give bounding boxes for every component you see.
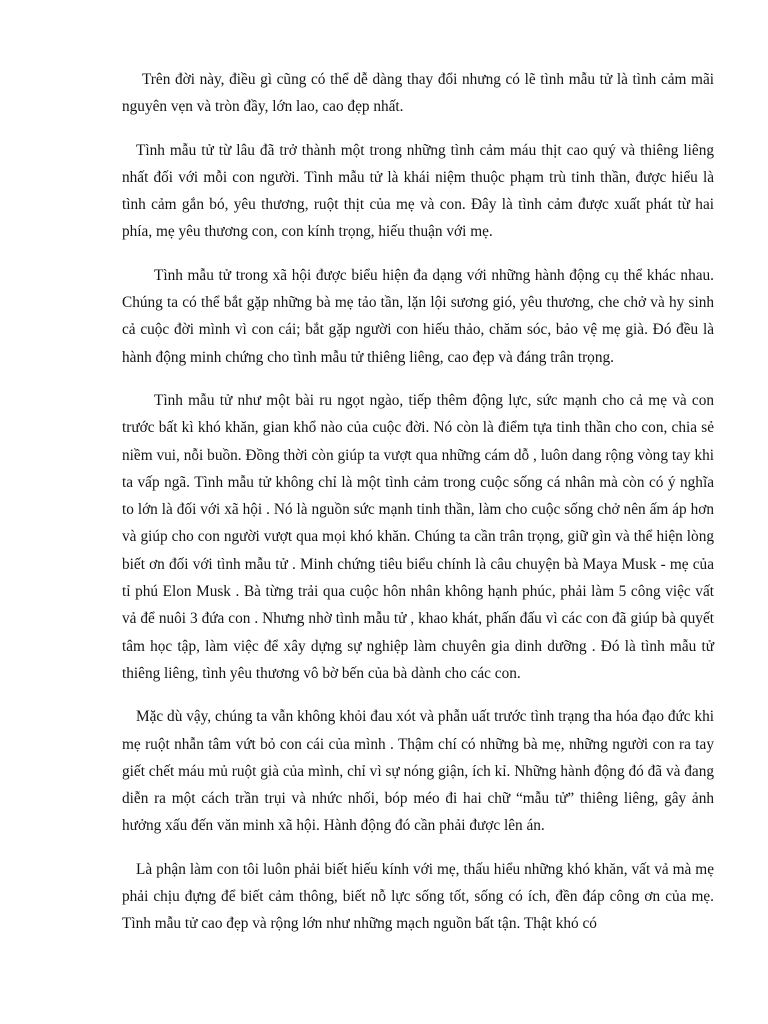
paragraph-counterargument: Mặc dù vậy, chúng ta vẫn không khỏi đau xót và phẫn uất trước tình trạng tha hóa đạo đức khi mẹ ruột nhẫn tâm vứt bỏ con cái của mình . Thậm chí có những bà mẹ, những người con ra tay giết chết máu mủ ruột già của mình, chỉ vì sự nóng giận, ích kỉ. Những hành động đó đã và đang diễn ra một cách trần trụi và nhức nhối, bóp méo đi hai chữ “mẫu tử” thiêng liêng, gây ảnh hưởng xấu đến văn minh xã hội. Hành động đó cần phải được lên án.	[122, 708, 714, 835]
paragraph-meaning: Tình mẫu tử như một bài ru ngọt ngào, tiếp thêm động lực, sức mạnh cho cả mẹ và con trước bất kì khó khăn, gian khổ nào của cuộc đời. Nó còn là điểm tựa tinh thần cho con, chia sẻ niềm vui, nỗi buồn. Đồng thời còn giúp ta vượt qua những cám dỗ , luôn dang rộng vòng tay khi ta vấp ngã. Tình mẫu tử không chỉ là một tình cảm trong cuộc sống cá nhân mà còn có ý nghĩa to lớn là đối với xã hội . Nó là nguồn sức mạnh tinh thần, làm cho cuộc sống chở nên ấm áp hơn và giúp cho con người vượt qua mọi khó khăn. Chúng ta cần trân trọng, giữ gìn và thể hiện lòng biết ơn đối với tình mẫu tử . Minh chứng tiêu biểu chính là câu chuyện bà Maya Musk - mẹ của tỉ phú Elon Musk . Bà từng trải qua cuộc hôn nhân không hạnh phúc, phải làm 5 công việc vất vả để nuôi 3 đứa con . Nhưng nhờ tình mẫu tử , khao khát, phấn đấu vì các con đã giúp bà quyết tâm học tập, làm việc để xây dựng sự nghiệp làm chuyên gia dinh dưỡng . Đó là tình mẫu tử thiêng liêng, tình yêu thương vô bờ bến của bà dành cho các con.	[122, 391, 714, 682]
paragraph-intro: Trên đời này, điều gì cũng có thể dễ dàng thay đổi nhưng có lẽ tình mẫu tử là tình cảm mãi nguyên vẹn và tròn đầy, lớn lao, cao đẹp nhất.	[122, 71, 714, 116]
paragraph-definition: Tình mẫu tử từ lâu đã trở thành một trong những tình cảm máu thịt cao quý và thiêng liêng nhất đối với mỗi con người. Tình mẫu tử là khái niệm thuộc phạm trù tinh thần, được hiểu là tình cảm gắn bó, yêu thương, ruột thịt của mẹ và con. Đây là tình cảm được xuất phát từ hai phía, mẹ yêu thương con, con kính trọng, hiếu thuận với mẹ.	[122, 141, 714, 241]
paragraph-lesson: Là phận làm con tôi luôn phải biết hiếu kính với mẹ, thấu hiểu những khó khăn, vất vả mà mẹ phải chịu đựng để biết cảm thông, biết nỗ lực sống tốt, sống có ích, đền đáp công ơn của mẹ. Tình mẫu tử cao đẹp và rộng lớn như những mạch nguồn bất tận. Thật khó có	[122, 860, 714, 933]
paragraph-expression: Tình mẫu tử trong xã hội được biểu hiện đa dạng với những hành động cụ thể khác nhau. Chúng ta có thể bắt gặp những bà mẹ tảo tần, lặn lội sương gió, yêu thương, che chở và hy sinh cả cuộc đời mình vì con cái; bắt gặp người con hiếu thảo, chăm sóc, bảo vệ mẹ già. Đó đều là hành động minh chứng cho tình mẫu tử thiêng liêng, cao đẹp và đáng trân trọng.	[122, 266, 714, 366]
